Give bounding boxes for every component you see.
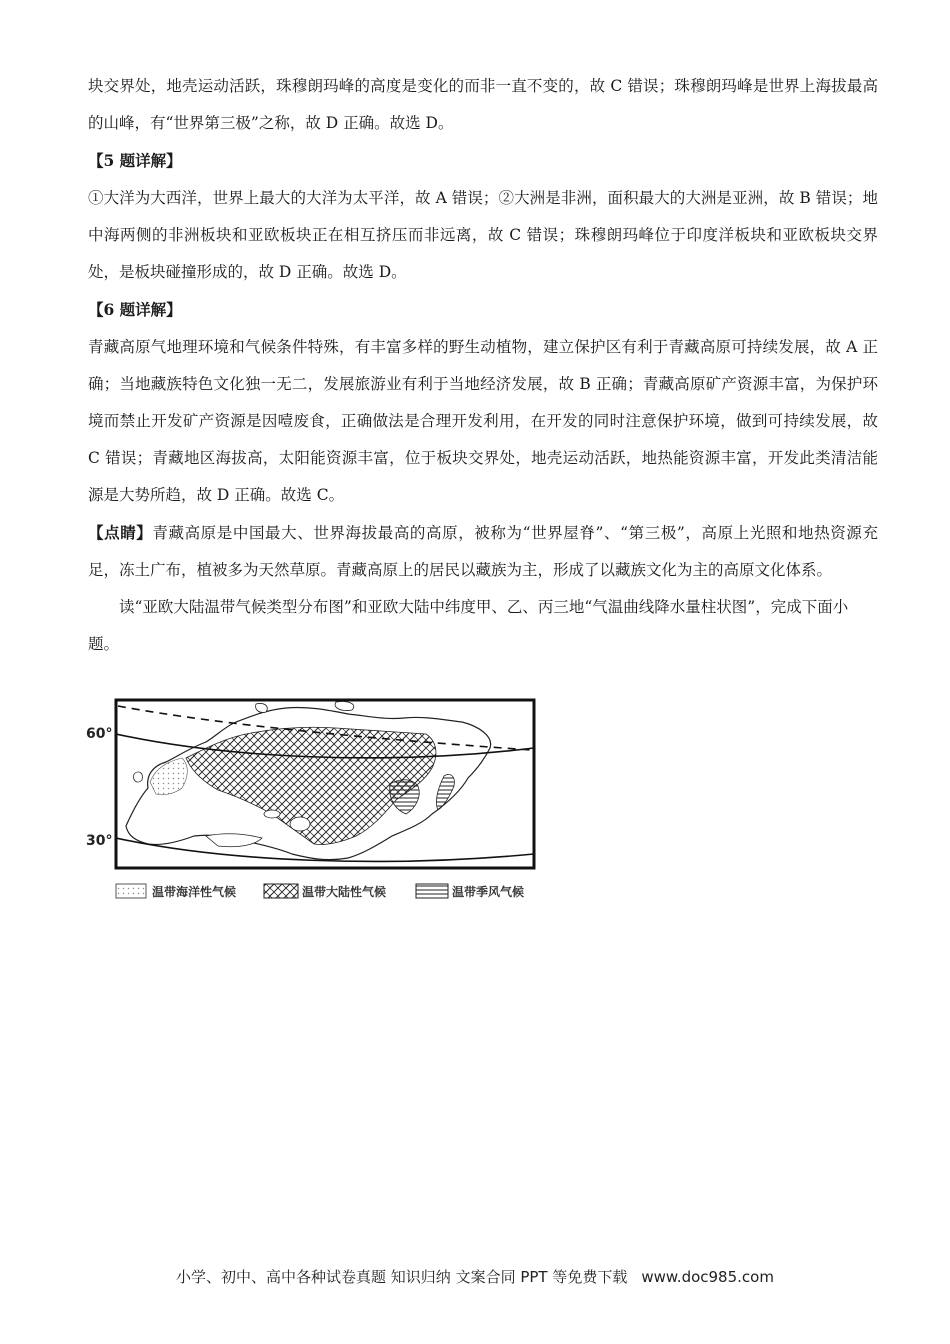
document-body: [88, 68, 878, 663]
legend-swatch-monsoon: [416, 884, 448, 898]
latitude-60-label: 60°: [86, 726, 113, 742]
page-footer: [0, 1266, 950, 1287]
legend-label-continental: 温带大陆性气候: [302, 885, 387, 899]
footer-site-link[interactable]: www.doc985.com: [641, 1268, 774, 1286]
caspian-sea: [290, 817, 310, 831]
legend-swatch-oceanic: [116, 884, 146, 898]
british-isles: [134, 772, 143, 782]
map-legend: [116, 884, 524, 899]
legend-label-monsoon: 温带季风气候: [452, 885, 525, 899]
note-label: 【点睛】: [88, 523, 153, 542]
heading-question-6: 【6 题详解】: [88, 300, 182, 319]
paragraph-answer-5: ①大洋为大西洋，世界上最大的大洋为太平洋，故 A 错误；②大洲是非洲，面积最大的大洲是亚洲，故 B 错误；地中海两侧的非洲板块和亚欧板块正在相互挤压而非远离，故 C 错误；珠穆朗玛峰位于印度洋板块和亚欧板块交界处，是板块碰撞形成的，故 D 正确。故选 D。: [88, 189, 878, 281]
legend-label-oceanic: 温带海洋性气候: [152, 885, 237, 899]
paragraph-answer-4-end: 块交界处，地壳运动活跃，珠穆朗玛峰的高度是变化的而非一直不变的，故 C 错误；珠穆朗玛峰是世界上海拔最高的山峰，有“世界第三极”之称，故 D 正确。故选 D。: [88, 77, 878, 132]
note-text: 青藏高原是中国最大、世界海拔最高的高原，被称为“世界屋脊”、“第三极”，高原上光照和地热资源充足，冻土广布，植被多为天然草原。青藏高原上的居民以藏族为主，形成了以藏族文化为主的高原文化体系。: [88, 524, 878, 579]
question-intro: 读“亚欧大陆温带气候类型分布图”和亚欧大陆中纬度甲、乙、丙三地“气温曲线降水量柱状图”，完成下面小题。: [88, 598, 849, 653]
black-sea: [264, 810, 280, 818]
heading-question-5: 【5 题详解】: [88, 151, 182, 170]
latitude-30-label: 30°: [86, 833, 113, 849]
paragraph-answer-6: 青藏高原气地理环境和气候条件特殊，有丰富多样的野生动植物，建立保护区有利于青藏高原可持续发展，故 A 正确；当地藏族特色文化独一无二，发展旅游业有利于当地经济发展，故 B 正确；青藏高原矿产资源丰富，为保护环境而禁止开发矿产资源是因噎废食，正确做法是合理开发利用，在开发的同时注意保护环境，做到可持续发展，故 C 错误；青藏地区海拔高，太阳能资源丰富，位于板块交界处，地壳运动活跃，地热能资源丰富，开发此类清洁能源是大势所趋，故 D 正确。故选 C。: [88, 338, 878, 504]
eurasia-climate-map: [86, 696, 546, 908]
legend-swatch-continental: [264, 884, 298, 898]
footer-text: 小学、初中、高中各种试卷真题 知识归纳 文案合同 PPT 等免费下载: [176, 1268, 628, 1286]
paragraph-note: [88, 514, 878, 589]
